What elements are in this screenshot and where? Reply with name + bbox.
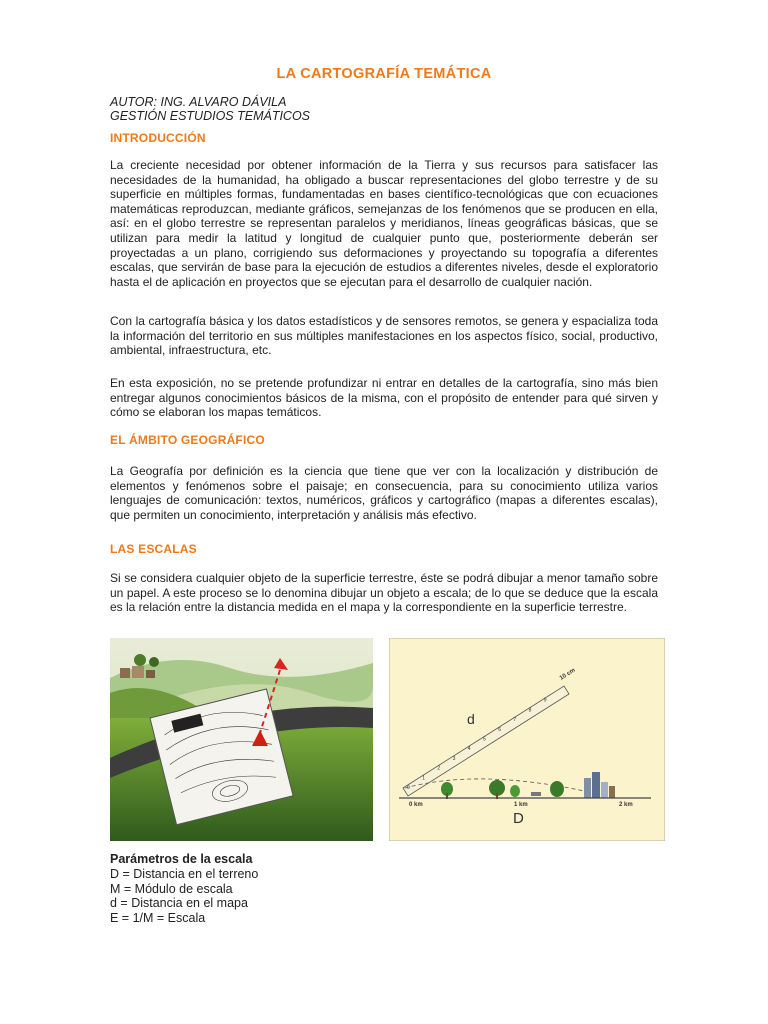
- parameter-line: d = Distancia en el mapa: [110, 896, 248, 911]
- diagram-background: [389, 638, 665, 841]
- ruler-tick-label: 5: [483, 736, 486, 743]
- ruler-tick-label: 1: [422, 775, 425, 782]
- tree-icon: [510, 785, 520, 797]
- parameter-line: M = Módulo de escala: [110, 881, 233, 896]
- parameter-line: D = Distancia en el terreno: [110, 866, 259, 881]
- km-label: 1 km: [514, 802, 528, 808]
- intro-paragraph-2: Con la cartografía básica y los datos estadísticos y de sensores remotos, se genera y espacializa toda la información del territorio en sus múltiples manifestaciones en los aspectos físico, social, productivo, ambiental, infraestructura, etc.: [110, 314, 658, 358]
- ruler-tick-label: 3: [452, 755, 456, 762]
- car-icon: [531, 792, 541, 796]
- ruler-tick-label: 0: [407, 785, 410, 791]
- scale-diagram: [389, 638, 665, 841]
- scale-parameters: [110, 852, 258, 926]
- heading-escalas: LAS ESCALAS: [110, 542, 197, 556]
- tree-icon: [550, 781, 564, 797]
- ambito-paragraph: La Geografía por definición es la ciencia que tiene que ver con la localización y distribución de elementos y fenómenos sobre el paisaje; en consecuencia, para su conocimiento utiliza varios lenguajes de comunicación: textos, numéricos, gráficos y cartográfico (mapas a diferentes escalas), que permiten un conocimiento, interpretación y análisis más efectivo.: [110, 464, 658, 522]
- author-block: [110, 95, 310, 123]
- map-distance-label: d: [467, 711, 475, 727]
- heading-introduccion: INTRODUCCIÓN: [110, 131, 206, 145]
- terrain-distance-label: D: [513, 810, 524, 827]
- escalas-paragraph: Si se considera cualquier objeto de la superficie terrestre, éste se podrá dibujar a menor tamaño sobre un papel. A este proceso se lo denomina dibujar un objeto a escala; de lo que se deduce que la escala es la relación entre la distancia medida en el mapa y la correspondiente en la superficie terrestre.: [110, 571, 658, 615]
- author-name: AUTOR: ING. ALVARO DÁVILA: [110, 95, 287, 109]
- intro-paragraph-1: La creciente necesidad por obtener información de la Tierra y sus recursos para satisfacer las necesidades de la humanidad, ha obligado a buscar representaciones del globo terrestre y de su superficie en múltiples formas, fundamentadas en bases científico-tecnológicas que con ecuaciones matemáticas reproduzcan, mediante gráficos, semejanzas de los fenómenos que se producen en ella, así: en el globo terrestre se representan paralelos y meridianos, líneas geográficas básicas, que se utilizan para medir la latitud y longitud de cualquier punto que, posteriormente deberán ser proyectadas a un plano, corrigiendo sus deformaciones y proyectando su topografía a diferentes escalas, que servirán de base para la ejecución de estudios a diferentes niveles, desde el exploratorio hasta el de aplicación en proyectos que se ejecutan para el desarrollo de cualquier nación.: [110, 158, 658, 289]
- km-label: 0 km: [409, 802, 423, 808]
- ruler-tick-label: 9: [543, 697, 547, 704]
- author-department: GESTIÓN ESTUDIOS TEMÁTICOS: [110, 109, 311, 123]
- heading-ambito-geografico: EL ÁMBITO GEOGRÁFICO: [110, 433, 265, 447]
- ruler-tick-label: 8: [528, 707, 532, 714]
- parameters-heading: Parámetros de la escala: [110, 852, 253, 866]
- ruler-tick-label: 6: [498, 726, 501, 733]
- ruler-length-label: 10 cm: [558, 667, 577, 682]
- ruler-tick-label: 7: [513, 717, 517, 724]
- km-label: 2 km: [619, 802, 633, 808]
- document-title: LA CARTOGRAFÍA TEMÁTICA: [276, 66, 492, 82]
- ruler-tick-label: 4: [467, 746, 471, 753]
- landscape-map-illustration: [110, 638, 373, 841]
- parameter-line: E = 1/M = Escala: [110, 911, 206, 926]
- ruler-tick-label: 2: [437, 765, 441, 772]
- intro-paragraph-3: En esta exposición, no se pretende profundizar ni entrar en detalles de la cartografía, sino más bien entregar algunos conocimientos básicos de la misma, con el propósito de entender para qué sirven y cómo se elaboran los mapas temáticos.: [110, 376, 658, 420]
